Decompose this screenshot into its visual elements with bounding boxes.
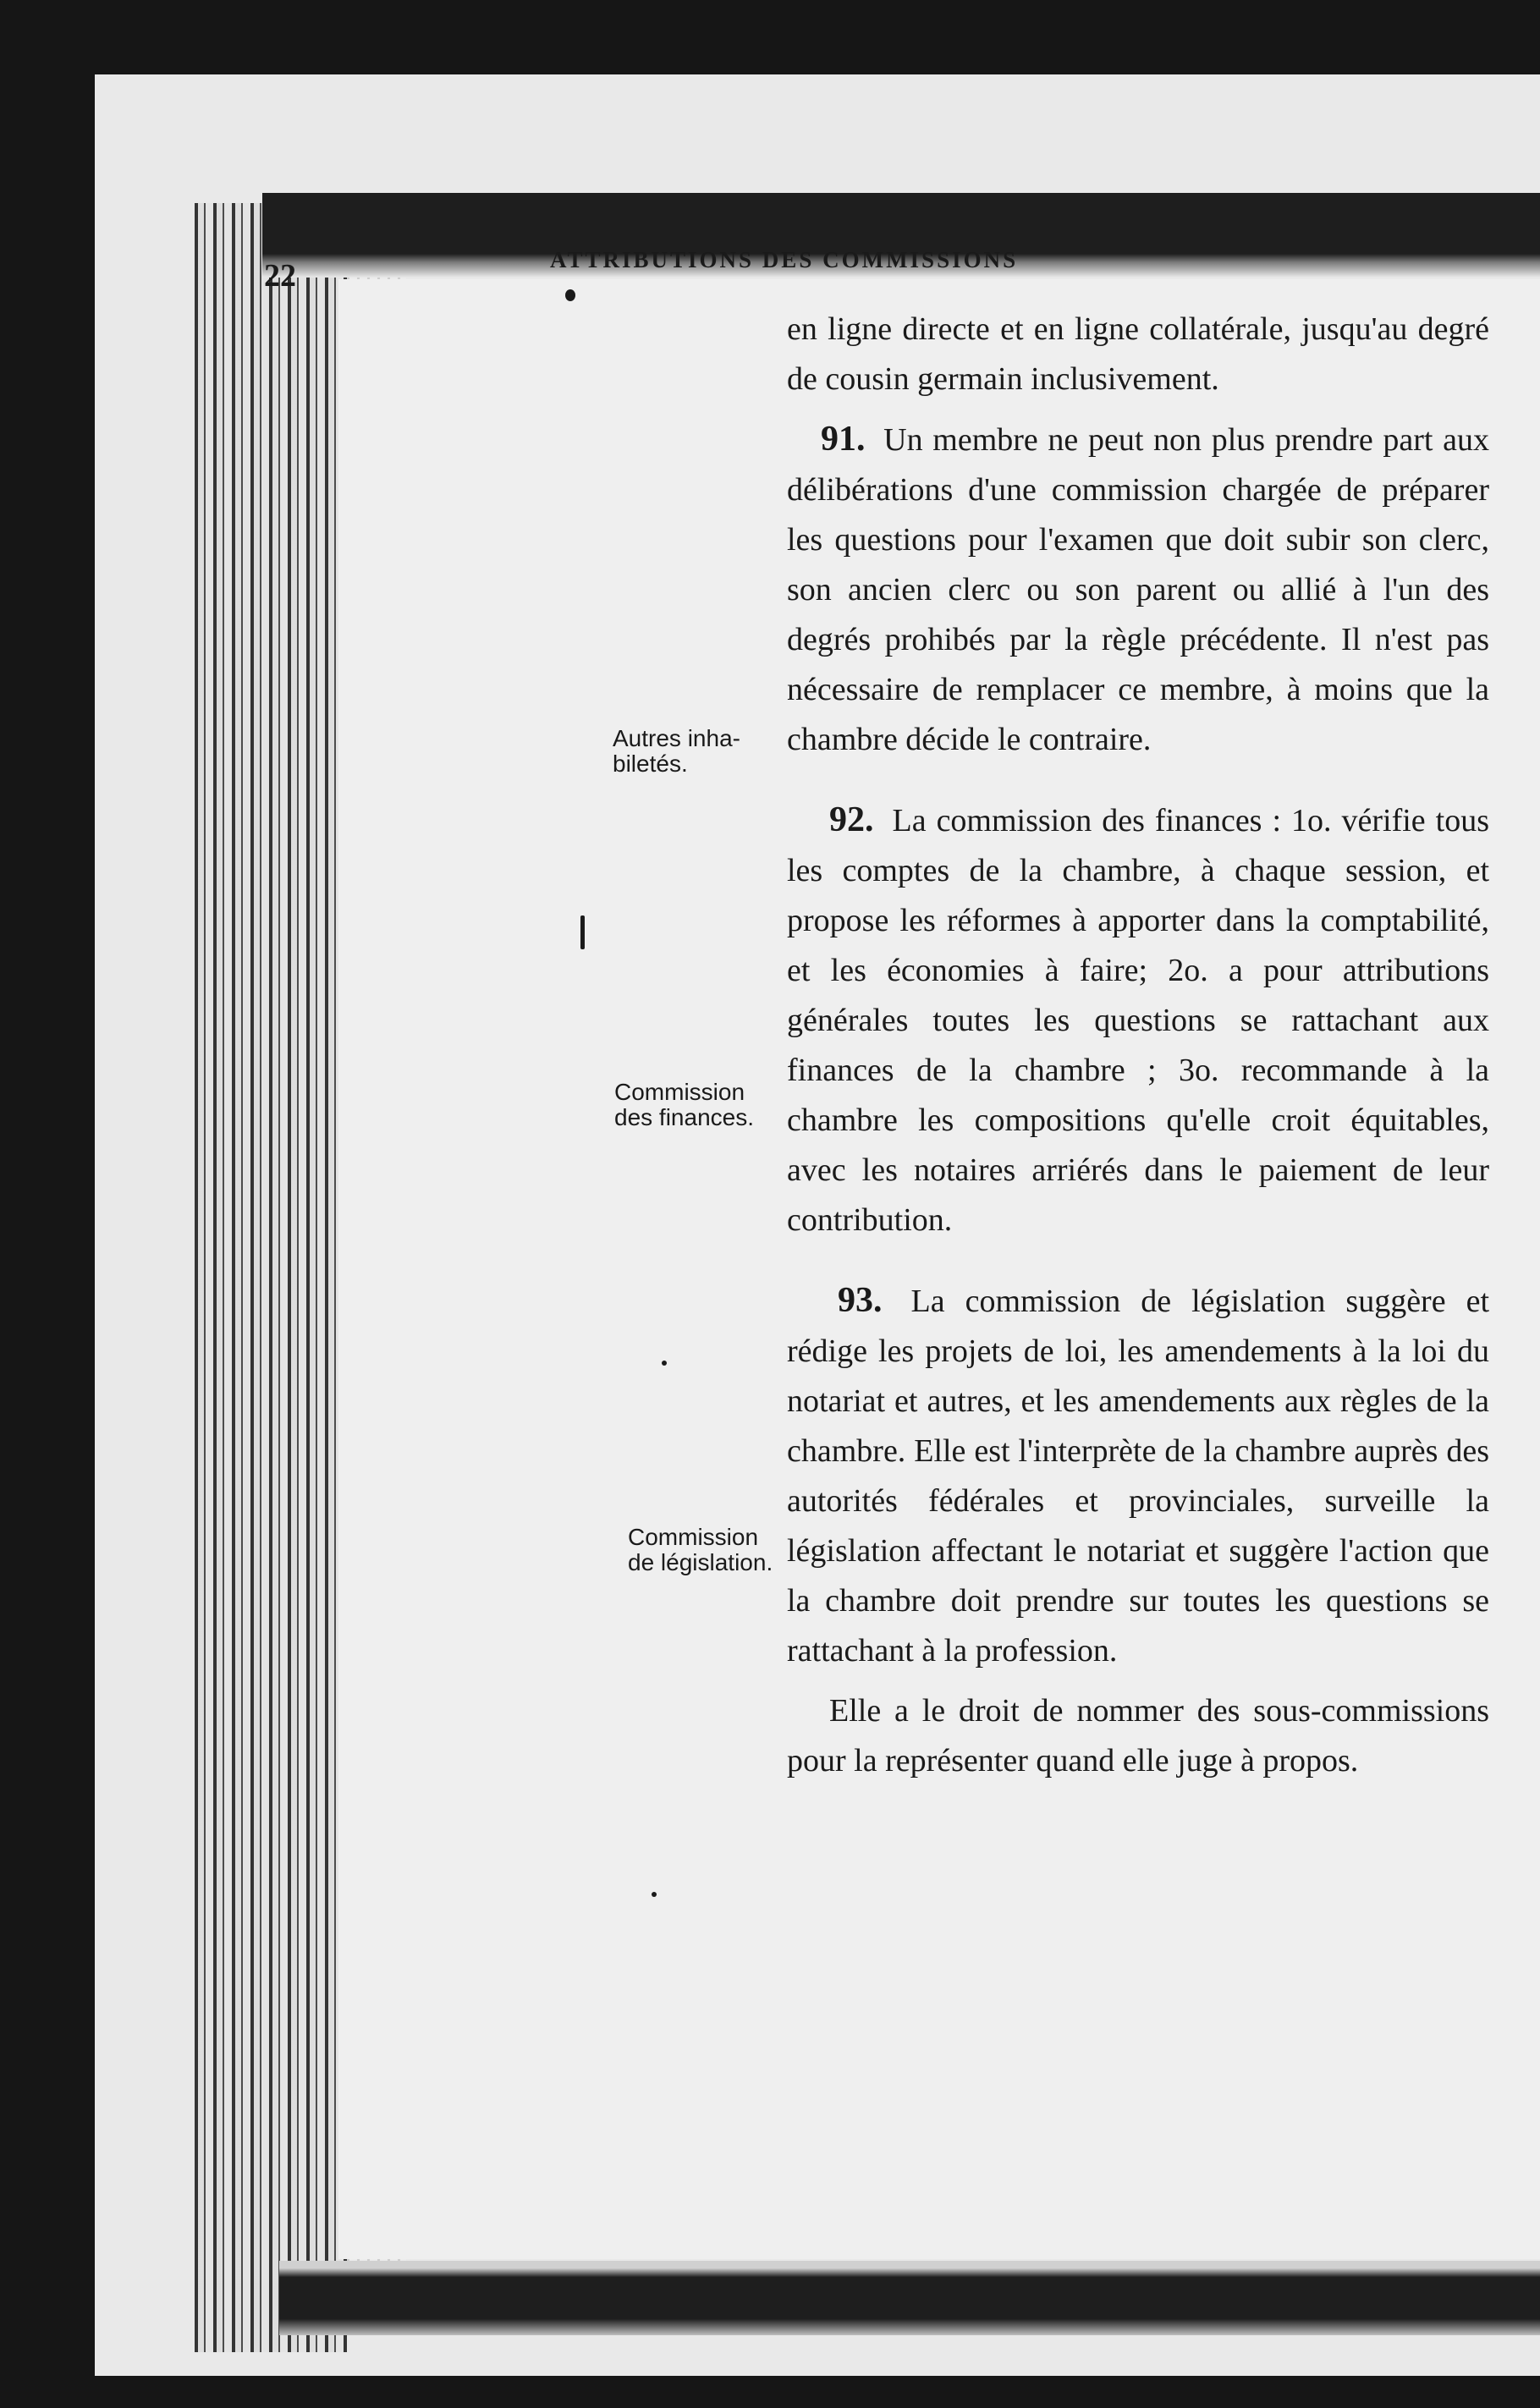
paragraph-text: La commission des finances : 1o. vérifie tous les comptes de la chambre, à chaque session, et propose les réformes à apporter dans la comptabilité, et les économies à faire; 2o. a pour attributions générales toutes les questions se rattachant aux finances de la chambre ; 3o. recommande à la chambre les compositions qu'elle croit équitables, avec les notaires arriérés dans le paiement de leur contribution.: [787, 803, 1489, 1238]
paragraph-text: Elle a le droit de nommer des sous-commissions pour la représenter quand elle juge à propos.: [787, 1693, 1489, 1779]
paragraph-subcommissions: [787, 1686, 1489, 1786]
paragraph-continuation: [787, 305, 1489, 404]
paragraph-text: La commission de législation suggère et rédige les projets de loi, les amendements à la loi du notariat et autres, et les amendements aux règles de la chambre. Elle est l'interprète de la chambre auprès des autorités fédérales et provinciales, surveille la législation affectant le notariat et suggère l'action que la chambre doit prendre sur toutes les questions se rattachant à la profession.: [787, 1284, 1489, 1669]
ink-speck: [652, 1892, 657, 1897]
ink-speck: [662, 1361, 667, 1366]
article-number: 92.: [829, 800, 874, 839]
article-91: [787, 415, 1489, 765]
article-number: 93.: [838, 1281, 883, 1320]
margin-note-finance-committee: Commission des finances.: [614, 1079, 754, 1130]
margin-note-other-ineligibilities: Autres inha- biletés.: [613, 725, 740, 777]
book-gutter: [195, 203, 347, 2352]
bottom-border-bar: [279, 2261, 1540, 2335]
body-text: [787, 305, 1489, 1786]
margin-note-legislation-committee: Commission de législation.: [628, 1524, 773, 1575]
ink-speck: [565, 289, 575, 301]
page-number: 22: [264, 258, 296, 294]
running-title: ATTRIBUTIONS DES COMMISSIONS: [550, 247, 1019, 272]
ink-speck: [580, 915, 585, 949]
article-number: 91.: [821, 420, 866, 459]
paragraph-text: Un membre ne peut non plus prendre part aux délibérations d'une commission chargée de préparer les questions pour l'examen que doit subir son clerc, son ancien clerc ou son parent ou allié à l'un des degrés prohibés par la règle précédente. Il n'est pas nécessaire de remplacer ce membre, à moins que la chambre décide le contraire.: [787, 422, 1490, 757]
article-92: [787, 795, 1489, 1245]
article-93: [787, 1276, 1489, 1676]
paragraph-text: en ligne directe et en ligne collatérale, jusqu'au degré de cousin germain inclusivement.: [787, 311, 1489, 397]
